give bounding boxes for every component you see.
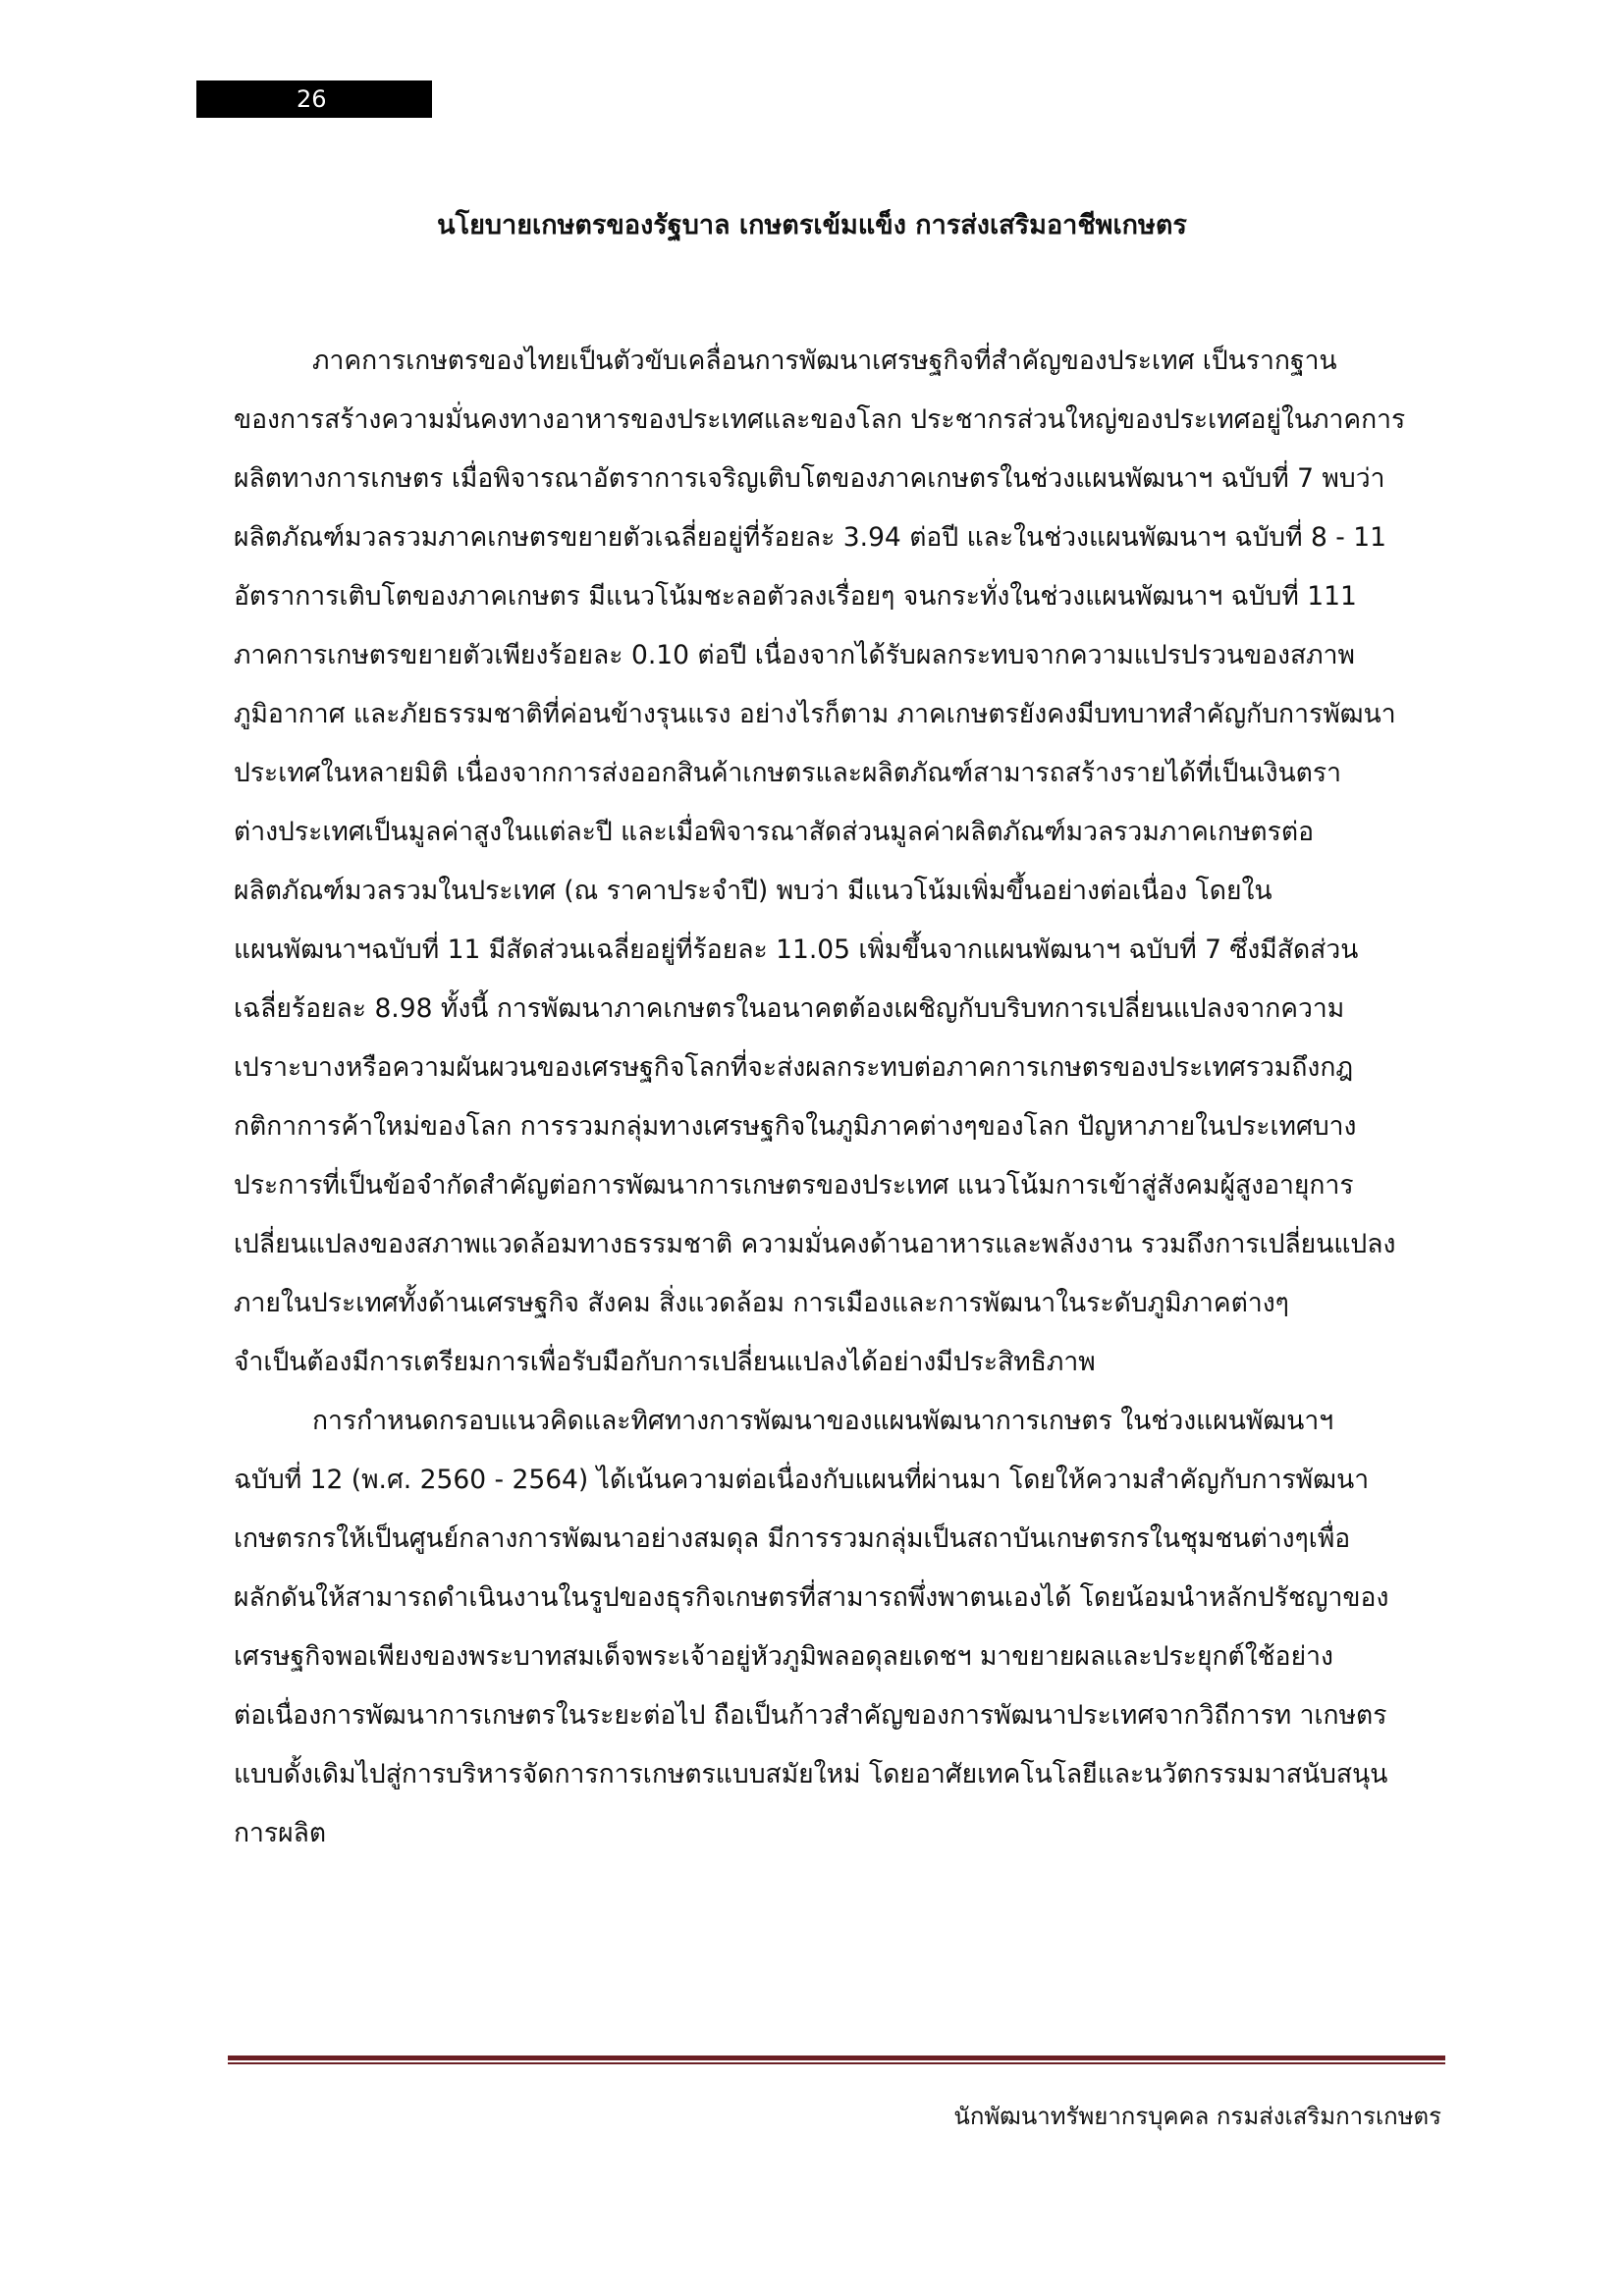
paragraph-1-line-3: ผลิตทางการเกษตร เมื่อพิจารณาอัตราการเจริญเติบโตของภาคเกษตรในช่วงแผนพัฒนาฯ ฉบับที่ 7 พบว่า	[234, 463, 1385, 494]
paragraph-1-line-13: เปราะบางหรือความผันผวนของเศรษฐกิจโลกที่จะส่งผลกระทบต่อภาคการเกษตรของประเทศรวมถึงกฎ	[234, 1052, 1354, 1083]
paragraph-2-line-3: เกษตรกรให้เป็นศูนย์กลางการพัฒนาอย่างสมดุล มีการรวมกลุ่มเป็นสถาบันเกษตรกรในชุมชนต่างๆเพื่อ	[234, 1523, 1351, 1554]
page-number: 26	[297, 85, 327, 113]
paragraph-1-line-7: ภูมิอากาศ และภัยธรรมชาติที่ค่อนข้างรุนแรง อย่างไรก็ตาม ภาคเกษตรยังคงมีบทบาทสำคัญกับการพัฒนา	[234, 699, 1396, 729]
paragraph-1-line-8: ประเทศในหลายมิติ เนื่องจากการส่งออกสินค้าเกษตรและผลิตภัณฑ์สามารถสร้างรายได้ที่เป็นเงินตรา	[234, 758, 1342, 788]
paragraph-2-line-2: ฉบับที่ 12 (พ.ศ. 2560 - 2564) ได้เน้นความต่อเนื่องกับแผนที่ผ่านมา โดยให้ความสำคัญกับการพัฒนา	[234, 1465, 1370, 1495]
paragraph-1-line-5: อัตราการเติบโตของภาคเกษตร มีแนวโน้มชะลอตัวลงเรื่อยๆ จนกระทั่งในช่วงแผนพัฒนาฯ ฉบับที่ 111	[234, 581, 1357, 612]
paragraph-1-line-10: ผลิตภัณฑ์มวลรวมในประเทศ (ณ ราคาประจำปี) พบว่า มีแนวโน้มเพิ่มขึ้นอย่างต่อเนื่อง โดยใน	[234, 876, 1272, 906]
paragraph-1-line-4: ผลิตภัณฑ์มวลรวมภาคเกษตรขยายตัวเฉลี่ยอยู่ที่ร้อยละ 3.94 ต่อปี และในช่วงแผนพัฒนาฯ ฉบับที่ 8 - 11	[234, 522, 1386, 553]
footer-organization: นักพัฒนาทรัพยากรบุคคล กรมส่งเสริมการเกษตร	[953, 2103, 1441, 2130]
paragraph-1-line-2: ของการสร้างความมั่นคงทางอาหารของประเทศและของโลก ประชากรส่วนใหญ่ของประเทศอยู่ในภาคการ	[234, 404, 1406, 435]
footer-rule-thick	[228, 2056, 1445, 2060]
paragraph-2-line-8: การผลิต	[234, 1818, 327, 1848]
paragraph-1-line-14: กติกาการค้าใหม่ของโลก การรวมกลุ่มทางเศรษฐกิจในภูมิภาคต่างๆของโลก ปัญหาภายในประเทศบาง	[234, 1111, 1357, 1142]
document-title: นโยบายเกษตรของรัฐบาล เกษตรเข้มแข็ง การส่งเสริมอาชีพเกษตร	[437, 210, 1187, 240]
paragraph-2-line-7: แบบดั้งเดิมไปสู่การบริหารจัดการการเกษตรแบบสมัยใหม่ โดยอาศัยเทคโนโลยีและนวัตกรรมมาสนับสนุน	[234, 1759, 1388, 1789]
paragraph-1-line-1: ภาคการเกษตรของไทยเป็นตัวขับเคลื่อนการพัฒนาเศรษฐกิจที่สำคัญของประเทศ เป็นรากฐาน	[312, 346, 1337, 376]
paragraph-2-line-6: ต่อเนื่องการพัฒนาการเกษตรในระยะต่อไป ถือเป็นก้าวสำคัญของการพัฒนาประเทศจากวิถีการท าเกษตร	[234, 1700, 1387, 1731]
paragraph-2-line-5: เศรษฐกิจพอเพียงของพระบาทสมเด็จพระเจ้าอยู่หัวภูมิพลอดุลยเดชฯ มาขยายผลและประยุกต์ใช้อย่าง	[234, 1641, 1333, 1672]
paragraph-1-line-12: เฉลี่ยร้อยละ 8.98 ทั้งนี้ การพัฒนาภาคเกษตรในอนาคตต้องเผชิญกับบริบทการเปลี่ยนแปลงจากความ	[234, 993, 1345, 1024]
paragraph-1-line-16: เปลี่ยนแปลงของสภาพแวดล้อมทางธรรมชาติ ความมั่นคงด้านอาหารและพลังงาน รวมถึงการเปลี่ยนแปลง	[234, 1229, 1396, 1259]
paragraph-1-line-17: ภายในประเทศทั้งด้านเศรษฐกิจ สังคม สิ่งแวดล้อม การเมืองและการพัฒนาในระดับภูมิภาคต่างๆ	[234, 1288, 1289, 1318]
paragraph-2-line-1: การกำหนดกรอบแนวคิดและทิศทางการพัฒนาของแผนพัฒนาการเกษตร ในช่วงแผนพัฒนาฯ	[312, 1406, 1334, 1436]
footer-rule-thin	[228, 2062, 1445, 2064]
paragraph-1-line-6: ภาคการเกษตรขยายตัวเพียงร้อยละ 0.10 ต่อปี เนื่องจากได้รับผลกระทบจากความแปรปรวนของสภาพ	[234, 640, 1355, 670]
paragraph-1-line-9: ต่างประเทศเป็นมูลค่าสูงในแต่ละปี และเมื่อพิจารณาสัดส่วนมูลค่าผลิตภัณฑ์มวลรวมภาคเกษตรต่อ	[234, 817, 1314, 847]
paragraph-1-line-18: จำเป็นต้องมีการเตรียมการเพื่อรับมือกับการเปลี่ยนแปลงได้อย่างมีประสิทธิภาพ	[234, 1347, 1096, 1377]
paragraph-1-line-15: ประการที่เป็นข้อจำกัดสำคัญต่อการพัฒนาการเกษตรของประเทศ แนวโน้มการเข้าสู่สังคมผู้สูงอายุการ	[234, 1170, 1354, 1201]
paragraph-1-line-11: แผนพัฒนาฯฉบับที่ 11 มีสัดส่วนเฉลี่ยอยู่ที่ร้อยละ 11.05 เพิ่มขึ้นจากแผนพัฒนาฯ ฉบับที่ 7 ซึ่งมีสัดส่วน	[234, 934, 1359, 965]
paragraph-2-line-4: ผลักดันให้สามารถดำเนินงานในรูปของธุรกิจเกษตรที่สามารถพึ่งพาตนเองได้ โดยน้อมนำหลักปรัชญาของ	[234, 1582, 1389, 1613]
